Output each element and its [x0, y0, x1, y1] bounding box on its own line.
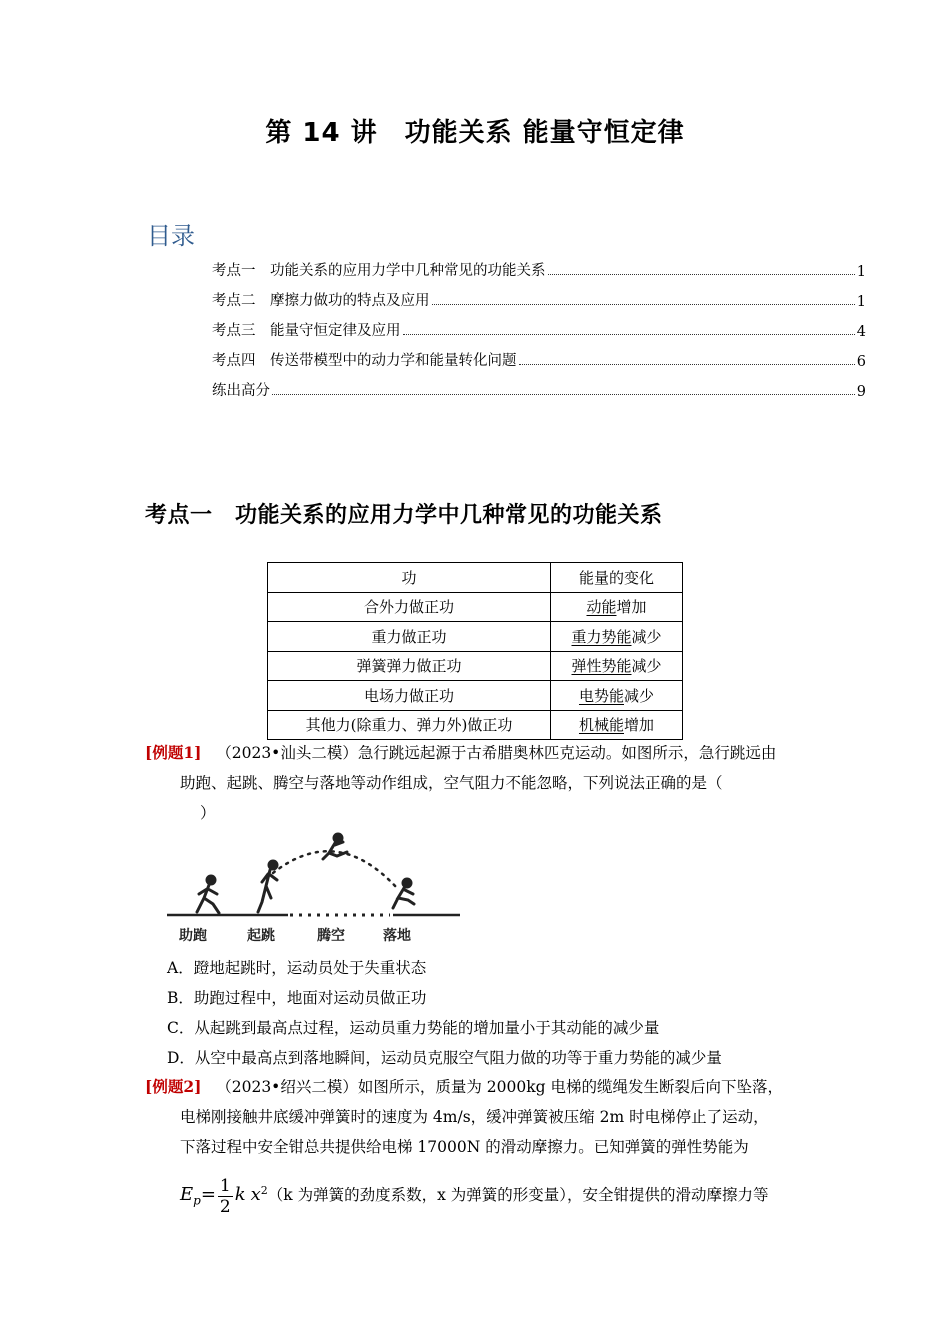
toc-item-label: 考点一 功能关系的应用力学中几种常见的功能关系	[212, 263, 546, 279]
takeoff-icon	[258, 861, 277, 912]
fraction-numerator: 1	[219, 1175, 231, 1196]
energy-change: 减少	[631, 657, 662, 676]
toc-item-label: 练出高分	[212, 383, 270, 399]
example1-stem	[145, 738, 815, 828]
toc-item[interactable]	[212, 378, 866, 400]
formula-x: x	[250, 1184, 261, 1206]
energy-change: 减少	[624, 686, 655, 705]
work-energy-table	[267, 562, 683, 740]
energy-cell	[551, 592, 683, 622]
example2-stem	[145, 1072, 815, 1162]
energy-term: 弹性势能	[571, 657, 632, 676]
energy-cell	[551, 651, 683, 681]
toc-leader-dots	[548, 274, 855, 275]
toc-item-page: 9	[856, 384, 866, 400]
table-row	[268, 651, 683, 681]
work-cell: 弹簧弹力做正功	[268, 651, 551, 681]
toc-item-label: 考点三 能量守恒定律及应用	[212, 323, 401, 339]
option-d[interactable]: D．从空中最高点到落地瞬间，运动员克服空气阻力做的功等于重力势能的减少量	[167, 1049, 722, 1067]
long-jump-figure	[165, 828, 465, 948]
energy-term: 电势能	[578, 686, 624, 705]
example1-line3: ）	[200, 804, 216, 822]
table-row	[268, 710, 683, 740]
toc-item[interactable]	[212, 258, 866, 280]
figure-label-takeoff: 起跳	[247, 928, 275, 944]
table-row	[268, 622, 683, 652]
example1-line1	[145, 738, 815, 768]
toc-heading: 目录	[147, 222, 195, 250]
example-tag: [例题1]	[145, 743, 202, 762]
flight-icon	[323, 834, 347, 859]
energy-change: 增加	[616, 598, 647, 617]
toc-item-label: 考点二 摩擦力做功的特点及应用	[212, 293, 430, 309]
toc-leader-dots	[432, 304, 855, 305]
toc-item[interactable]	[212, 318, 866, 340]
toc-item-page: 1	[856, 294, 866, 310]
energy-cell	[551, 681, 683, 711]
table-header: 能量的变化	[551, 563, 683, 593]
option-b[interactable]: B．助跑过程中，地面对运动员做正功	[167, 989, 427, 1007]
example2-text: （2023•绍兴二模）如图所示，质量为 2000kg 电梯的缆绳发生断裂后向下坠落，	[216, 1078, 783, 1096]
formula-fraction	[218, 1176, 233, 1217]
toc-leader-dots	[403, 334, 855, 335]
toc-leader-dots	[272, 394, 855, 395]
formula-subscript-p: p	[193, 1193, 201, 1208]
toc-item-page: 4	[856, 324, 866, 340]
formula-equals: =	[200, 1184, 216, 1206]
table-row	[268, 592, 683, 622]
example-tag: [例题2]	[145, 1077, 202, 1096]
energy-term: 动能	[586, 598, 617, 617]
energy-change: 增加	[624, 716, 655, 735]
toc-leader-dots	[519, 364, 855, 365]
example1-text: （2023•汕头二模）急行跳远起源于古希腊奥林匹克运动。如图所示，急行跳远由	[216, 744, 777, 762]
energy-term: 重力势能	[571, 627, 632, 646]
formula-k: k	[234, 1184, 246, 1206]
work-cell: 重力做正功	[268, 622, 551, 652]
fraction-denominator: 2	[219, 1196, 231, 1217]
landing-icon	[393, 879, 414, 908]
energy-cell	[551, 622, 683, 652]
example2-line4	[180, 1167, 769, 1225]
toc-item-page: 6	[856, 354, 866, 370]
toc-item[interactable]	[212, 288, 866, 310]
formula-symbol-e: E	[180, 1184, 194, 1206]
example2-line4-text: （k 为弹簧的劲度系数，x 为弹簧的形变量），安全钳提供的滑动摩擦力等	[267, 1186, 769, 1205]
toc-item-page: 1	[856, 264, 866, 280]
example1-line2: 助跑、起跳、腾空与落地等动作组成，空气阻力不能忽略，下列说法正确的是（	[180, 774, 723, 792]
energy-cell	[551, 710, 683, 740]
table-row	[268, 681, 683, 711]
runner-icon	[197, 876, 219, 913]
energy-change: 减少	[631, 627, 662, 646]
work-cell: 其他力(除重力、弹力外)做正功	[268, 710, 551, 740]
figure-label-run: 助跑	[179, 928, 207, 944]
formula-ep	[180, 1184, 201, 1208]
option-c[interactable]: C．从起跳到最高点过程，运动员重力势能的增加量小于其动能的减少量	[167, 1019, 660, 1037]
example2-line3: 下落过程中安全钳总共提供给电梯 17000N 的滑动摩擦力。已知弹簧的弹性势能为	[180, 1138, 749, 1156]
figure-label-landing: 落地	[383, 928, 411, 944]
toc-item[interactable]	[212, 348, 866, 370]
figure-label-flight: 腾空	[317, 928, 345, 944]
page-title: 第 14 讲 功能关系 能量守恒定律	[265, 118, 685, 148]
toc-item-label: 考点四 传送带模型中的动力学和能量转化问题	[212, 353, 517, 369]
work-cell: 合外力做正功	[268, 592, 551, 622]
table-header-row	[268, 563, 683, 593]
example2-line1	[145, 1072, 815, 1102]
section-heading: 考点一 功能关系的应用力学中几种常见的功能关系	[145, 503, 663, 528]
energy-term: 机械能	[578, 716, 624, 735]
work-cell: 电场力做正功	[268, 681, 551, 711]
formula-exponent: 2	[260, 1184, 268, 1197]
option-a[interactable]: A．蹬地起跳时，运动员处于失重状态	[167, 959, 427, 977]
example2-line2: 电梯刚接触井底缓冲弹簧时的速度为 4m/s，缓冲弹簧被压缩 2m 时电梯停止了运动，	[180, 1108, 769, 1126]
table-header: 功	[268, 563, 551, 593]
